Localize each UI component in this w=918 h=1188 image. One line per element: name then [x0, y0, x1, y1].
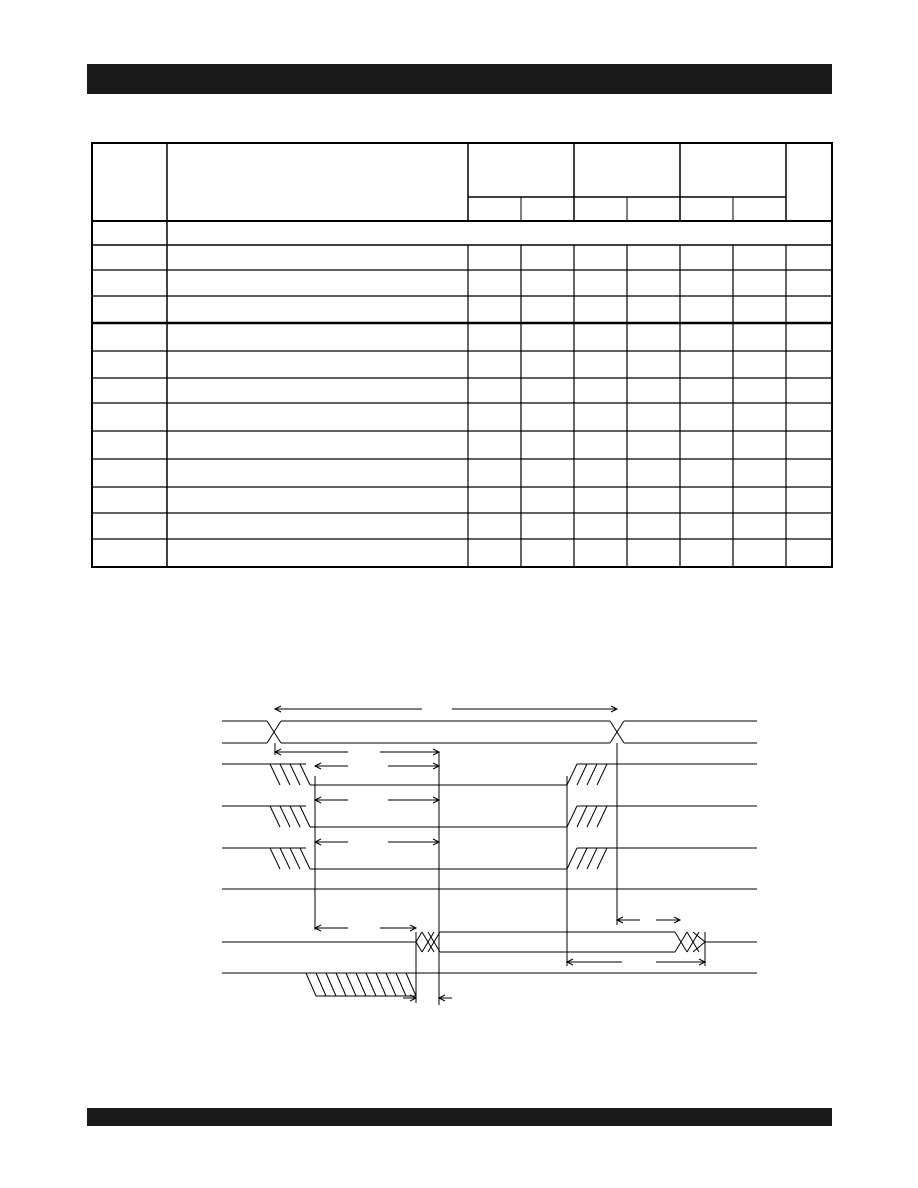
- bottom-signal-waveform: [222, 973, 757, 996]
- address-bus-waveform: [222, 721, 757, 743]
- control-signal-2-waveform: [222, 806, 757, 827]
- control-signal-1-waveform: [222, 764, 757, 785]
- control-signal-3-waveform: [222, 848, 757, 869]
- footer-bar: [87, 1108, 832, 1126]
- data-bus-waveform: [222, 932, 757, 952]
